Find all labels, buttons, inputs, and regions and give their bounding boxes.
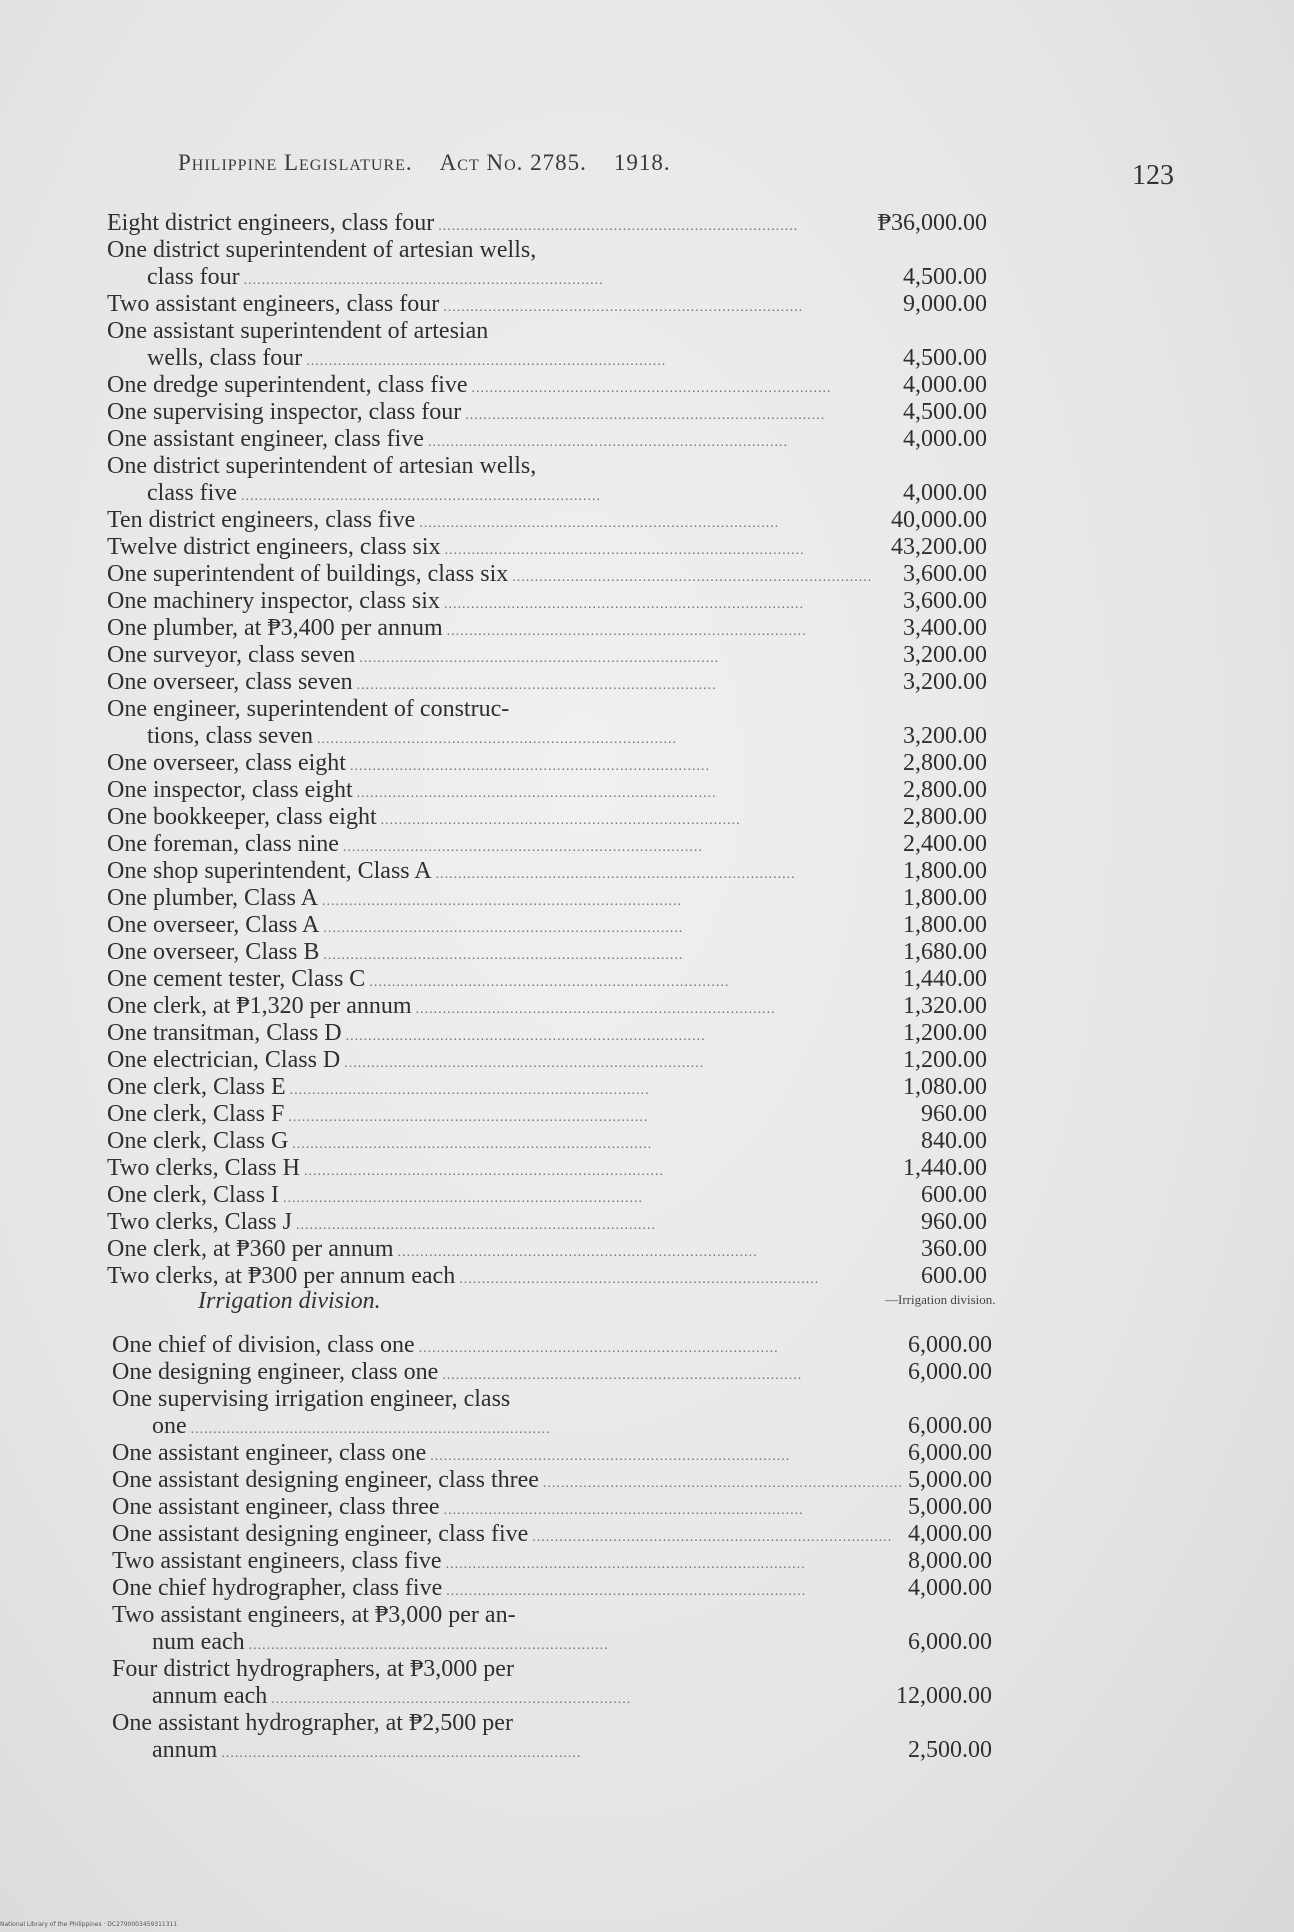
row-amount: 43,200.00 bbox=[891, 534, 987, 560]
leader-dots: ................................................................................ bbox=[443, 1503, 804, 1518]
row-label-text: One assistant superintendent of artesian bbox=[107, 318, 489, 344]
leader-dots: ................................................................................ bbox=[443, 300, 804, 315]
row-label bbox=[107, 939, 687, 969]
row-amount: 3,600.00 bbox=[903, 588, 987, 614]
row-amount: 6,000.00 bbox=[908, 1359, 992, 1385]
row-label-text: One district superintendent of artesian wells, bbox=[107, 453, 537, 479]
row-label bbox=[147, 723, 687, 753]
row-label-text: One overseer, Class A bbox=[107, 912, 320, 938]
leader-dots: ................................................................................ bbox=[190, 1422, 551, 1437]
leader-dots: ................................................................................ bbox=[512, 570, 873, 585]
table-row bbox=[112, 1440, 992, 1467]
row-label-text: num each bbox=[152, 1629, 245, 1655]
row-amount: 5,000.00 bbox=[908, 1467, 992, 1493]
row-label-text: One assistant engineer, class one bbox=[112, 1440, 427, 1466]
row-amount: 4,000.00 bbox=[903, 372, 987, 398]
table-row bbox=[112, 1683, 992, 1710]
table-row bbox=[107, 534, 987, 561]
row-amount: 3,200.00 bbox=[903, 669, 987, 695]
table-row bbox=[107, 804, 987, 831]
row-label-text: annum each bbox=[152, 1683, 268, 1709]
leader-dots: ................................................................................ bbox=[316, 732, 677, 747]
leader-dots: ................................................................................ bbox=[323, 948, 684, 963]
table-row bbox=[107, 993, 987, 1020]
table-row bbox=[112, 1548, 992, 1575]
table-row bbox=[107, 1020, 987, 1047]
leader-dots: ................................................................................ bbox=[418, 1341, 779, 1356]
row-label bbox=[107, 534, 805, 564]
leader-dots: ................................................................................ bbox=[427, 435, 788, 450]
table-row bbox=[107, 1209, 987, 1236]
row-label-text: One district superintendent of artesian wells, bbox=[107, 237, 537, 263]
row-amount: 1,200.00 bbox=[903, 1020, 987, 1046]
row-label-text: Twelve district engineers, class six bbox=[107, 534, 441, 560]
row-label bbox=[112, 1575, 807, 1605]
row-label-text: One machinery inspector, class six bbox=[107, 588, 440, 614]
table-row bbox=[107, 669, 987, 696]
row-amount: 4,500.00 bbox=[903, 264, 987, 290]
row-label bbox=[152, 1629, 692, 1659]
row-amount: 2,400.00 bbox=[903, 831, 987, 857]
table-row bbox=[107, 696, 907, 723]
row-amount: 600.00 bbox=[921, 1182, 987, 1208]
table-row bbox=[107, 777, 987, 804]
row-label bbox=[112, 1467, 903, 1497]
row-label bbox=[107, 912, 687, 942]
leader-dots: ................................................................................ bbox=[248, 1638, 609, 1653]
row-label bbox=[152, 1683, 692, 1713]
leader-dots: ................................................................................ bbox=[306, 354, 667, 369]
row-label-text: One surveyor, class seven bbox=[107, 642, 356, 668]
leader-dots: ................................................................................ bbox=[446, 1584, 807, 1599]
row-label-text: One clerk, at ₱360 per annum bbox=[107, 1236, 394, 1262]
row-amount: 600.00 bbox=[921, 1263, 987, 1289]
row-label bbox=[107, 1155, 687, 1185]
row-label-text: Four district hydrographers, at ₱3,000 per bbox=[112, 1656, 514, 1682]
leader-dots: ................................................................................ bbox=[221, 1746, 582, 1761]
row-label-text: One plumber, at ₱3,400 per annum bbox=[107, 615, 443, 641]
row-amount: 8,000.00 bbox=[908, 1548, 992, 1574]
row-label-text: One assistant designing engineer, class five bbox=[112, 1521, 529, 1547]
row-amount: 4,000.00 bbox=[903, 426, 987, 452]
act-number: Act No. 2785. bbox=[439, 150, 587, 175]
leader-dots: ................................................................................ bbox=[415, 1002, 776, 1017]
row-amount: 4,000.00 bbox=[908, 1521, 992, 1547]
row-label bbox=[112, 1710, 692, 1737]
row-label bbox=[107, 399, 826, 429]
leader-dots: ................................................................................ bbox=[397, 1245, 758, 1260]
row-label bbox=[147, 264, 687, 294]
row-label bbox=[107, 588, 804, 618]
table-row bbox=[107, 372, 987, 399]
row-amount: 4,500.00 bbox=[903, 399, 987, 425]
row-label-text: Two assistant engineers, at ₱3,000 per an- bbox=[112, 1602, 516, 1628]
row-amount: 12,000.00 bbox=[896, 1683, 992, 1709]
table-row bbox=[107, 1236, 987, 1263]
row-label bbox=[147, 480, 687, 510]
row-label-text: One clerk, Class G bbox=[107, 1128, 289, 1154]
row-label bbox=[152, 1413, 692, 1443]
row-label bbox=[107, 1101, 687, 1131]
leader-dots: ................................................................................ bbox=[435, 867, 796, 882]
row-label bbox=[107, 453, 687, 480]
row-label bbox=[107, 1182, 687, 1212]
table-row bbox=[112, 1737, 992, 1764]
leader-dots: ................................................................................ bbox=[271, 1692, 632, 1707]
leader-dots: ................................................................................ bbox=[243, 273, 604, 288]
leader-dots: ................................................................................ bbox=[349, 759, 710, 774]
footer-tag: National Library of the Philippines · DC2790003459311311 bbox=[0, 1921, 178, 1928]
table-row bbox=[107, 831, 987, 858]
table-row bbox=[107, 237, 907, 264]
row-label-text: annum bbox=[152, 1737, 218, 1763]
row-label bbox=[107, 831, 703, 861]
row-amount: 1,800.00 bbox=[903, 912, 987, 938]
leader-dots: ................................................................................ bbox=[444, 543, 805, 558]
row-label-text: One assistant engineer, class three bbox=[112, 1494, 440, 1520]
row-label bbox=[107, 1263, 820, 1293]
row-label-text: One superintendent of buildings, class six bbox=[107, 561, 509, 587]
row-amount: 4,000.00 bbox=[908, 1575, 992, 1601]
table-row bbox=[107, 1074, 987, 1101]
row-label bbox=[112, 1548, 806, 1578]
row-label-text: One inspector, class eight bbox=[107, 777, 353, 803]
row-label bbox=[107, 966, 730, 996]
table-row bbox=[112, 1575, 992, 1602]
row-label bbox=[107, 426, 788, 456]
row-amount: 1,200.00 bbox=[903, 1047, 987, 1073]
table-row bbox=[112, 1386, 912, 1413]
row-amount: 40,000.00 bbox=[891, 507, 987, 533]
row-amount: 2,500.00 bbox=[908, 1737, 992, 1763]
row-label bbox=[107, 1236, 758, 1266]
row-label-text: Two assistant engineers, class five bbox=[112, 1548, 442, 1574]
row-label-text: One dredge superintendent, class five bbox=[107, 372, 468, 398]
row-label bbox=[107, 669, 717, 699]
row-label bbox=[107, 885, 687, 915]
table-row bbox=[112, 1359, 992, 1386]
row-label bbox=[107, 210, 799, 240]
running-header bbox=[178, 150, 671, 176]
row-label-text: wells, class four bbox=[147, 345, 303, 371]
table-row bbox=[107, 318, 907, 345]
row-amount: 6,000.00 bbox=[908, 1332, 992, 1358]
row-label-text: One designing engineer, class one bbox=[112, 1359, 439, 1385]
page-number: 123 bbox=[1132, 160, 1174, 191]
leader-dots: ................................................................................ bbox=[240, 489, 601, 504]
row-amount: 1,320.00 bbox=[903, 993, 987, 1019]
table-row bbox=[112, 1602, 912, 1629]
row-amount: 3,400.00 bbox=[903, 615, 987, 641]
table-row bbox=[107, 939, 987, 966]
row-amount: 360.00 bbox=[921, 1236, 987, 1262]
margin-note: —Irrigation division. bbox=[885, 1292, 996, 1307]
table-row bbox=[112, 1467, 992, 1494]
row-label-text: One bookkeeper, class eight bbox=[107, 804, 377, 830]
row-label bbox=[107, 318, 687, 345]
row-label bbox=[107, 561, 873, 591]
table-row bbox=[107, 1047, 987, 1074]
table-row bbox=[107, 750, 987, 777]
row-label-text: Eight district engineers, class four bbox=[107, 210, 435, 236]
row-label bbox=[107, 1209, 687, 1239]
row-label-text: One assistant designing engineer, class three bbox=[112, 1467, 539, 1493]
row-amount: 2,800.00 bbox=[903, 777, 987, 803]
table-row bbox=[107, 642, 987, 669]
row-label bbox=[107, 1074, 687, 1104]
row-amount: 960.00 bbox=[921, 1209, 987, 1235]
table-row bbox=[107, 1155, 987, 1182]
row-label bbox=[112, 1521, 893, 1551]
row-label bbox=[112, 1602, 692, 1629]
row-amount: 5,000.00 bbox=[908, 1494, 992, 1520]
row-amount: ₱36,000.00 bbox=[877, 210, 987, 236]
row-label bbox=[107, 642, 720, 672]
leader-dots: ................................................................................ bbox=[465, 408, 826, 423]
leader-dots: ................................................................................ bbox=[323, 921, 684, 936]
row-label-text: One supervising irrigation engineer, class bbox=[112, 1386, 511, 1412]
year: 1918. bbox=[613, 150, 671, 175]
leader-dots: ................................................................................ bbox=[445, 1557, 806, 1572]
row-label-text: One plumber, Class A bbox=[107, 885, 319, 911]
row-amount: 1,680.00 bbox=[903, 939, 987, 965]
row-label-text: class four bbox=[147, 264, 240, 290]
leader-dots: ................................................................................ bbox=[359, 651, 720, 666]
leader-dots: ................................................................................ bbox=[446, 624, 807, 639]
appropriation-list bbox=[107, 210, 987, 1290]
leader-dots: ................................................................................ bbox=[419, 516, 780, 531]
row-amount: 960.00 bbox=[921, 1101, 987, 1127]
section-title: Irrigation division. bbox=[198, 1288, 381, 1314]
row-amount: 1,080.00 bbox=[903, 1074, 987, 1100]
leader-dots: ................................................................................ bbox=[295, 1218, 656, 1233]
row-label-text: One foreman, class nine bbox=[107, 831, 339, 857]
row-label bbox=[107, 696, 687, 723]
table-row bbox=[112, 1629, 992, 1656]
leader-dots: ................................................................................ bbox=[345, 1029, 706, 1044]
leader-dots: ................................................................................ bbox=[443, 597, 804, 612]
row-label-text: Two clerks, at ₱300 per annum each bbox=[107, 1263, 456, 1289]
row-label-text: one bbox=[152, 1413, 187, 1439]
row-label bbox=[107, 750, 710, 780]
leader-dots: ................................................................................ bbox=[356, 678, 717, 693]
row-label bbox=[107, 1047, 705, 1077]
table-row bbox=[107, 858, 987, 885]
table-row bbox=[107, 966, 987, 993]
row-amount: 6,000.00 bbox=[908, 1413, 992, 1439]
table-row bbox=[107, 885, 987, 912]
row-amount: 4,500.00 bbox=[903, 345, 987, 371]
irrigation-list bbox=[112, 1332, 992, 1764]
leader-dots: ................................................................................ bbox=[292, 1137, 653, 1152]
leader-dots: ................................................................................ bbox=[542, 1476, 903, 1491]
row-label-text: One cement tester, Class C bbox=[107, 966, 366, 992]
table-row bbox=[107, 615, 987, 642]
row-label-text: One engineer, superintendent of construc- bbox=[107, 696, 510, 722]
row-amount: 4,000.00 bbox=[903, 480, 987, 506]
table-row bbox=[107, 561, 987, 588]
leader-dots: ................................................................................ bbox=[369, 975, 730, 990]
row-label bbox=[147, 345, 687, 375]
table-row bbox=[107, 210, 987, 237]
row-label bbox=[107, 507, 780, 537]
row-label-text: One shop superintendent, Class A bbox=[107, 858, 432, 884]
table-row bbox=[107, 912, 987, 939]
table-row bbox=[107, 453, 907, 480]
row-amount: 3,200.00 bbox=[903, 723, 987, 749]
row-amount: 6,000.00 bbox=[908, 1629, 992, 1655]
row-label bbox=[112, 1440, 791, 1470]
row-label-text: tions, class seven bbox=[147, 723, 313, 749]
row-amount: 2,800.00 bbox=[903, 804, 987, 830]
row-label-text: One clerk, Class F bbox=[107, 1101, 285, 1127]
table-row bbox=[107, 1128, 987, 1155]
row-amount: 3,200.00 bbox=[903, 642, 987, 668]
leader-dots: ................................................................................ bbox=[471, 381, 832, 396]
row-label-text: One supervising inspector, class four bbox=[107, 399, 462, 425]
table-row bbox=[112, 1710, 912, 1737]
leader-dots: ................................................................................ bbox=[380, 813, 741, 828]
leader-dots: ................................................................................ bbox=[356, 786, 717, 801]
table-row bbox=[107, 588, 987, 615]
leader-dots: ................................................................................ bbox=[282, 1191, 643, 1206]
row-label-text: Two clerks, Class J bbox=[107, 1209, 292, 1235]
row-label-text: Two clerks, Class H bbox=[107, 1155, 300, 1181]
table-row bbox=[107, 1101, 987, 1128]
row-label bbox=[112, 1386, 692, 1413]
table-row bbox=[112, 1332, 992, 1359]
table-row bbox=[107, 399, 987, 426]
row-label bbox=[107, 1020, 706, 1050]
row-label-text: One assistant engineer, class five bbox=[107, 426, 424, 452]
leader-dots: ................................................................................ bbox=[289, 1083, 650, 1098]
row-amount: 6,000.00 bbox=[908, 1440, 992, 1466]
table-row bbox=[107, 507, 987, 534]
table-row bbox=[107, 1182, 987, 1209]
row-label-text: Two assistant engineers, class four bbox=[107, 291, 440, 317]
table-row bbox=[107, 426, 987, 453]
leader-dots: ................................................................................ bbox=[303, 1164, 664, 1179]
row-label-text: Ten district engineers, class five bbox=[107, 507, 416, 533]
row-amount: 3,600.00 bbox=[903, 561, 987, 587]
row-label bbox=[107, 1128, 687, 1158]
row-amount: 1,800.00 bbox=[903, 858, 987, 884]
table-row bbox=[112, 1494, 992, 1521]
leader-dots: ................................................................................ bbox=[442, 1368, 803, 1383]
leader-dots: ................................................................................ bbox=[459, 1272, 820, 1287]
row-label bbox=[112, 1332, 779, 1362]
table-row bbox=[107, 345, 987, 372]
leader-dots: ................................................................................ bbox=[430, 1449, 791, 1464]
table-row bbox=[112, 1656, 912, 1683]
row-label bbox=[107, 615, 807, 645]
row-label-text: One electrician, Class D bbox=[107, 1047, 341, 1073]
row-amount: 1,800.00 bbox=[903, 885, 987, 911]
table-row bbox=[107, 264, 987, 291]
leader-dots: ................................................................................ bbox=[344, 1056, 705, 1071]
row-amount: 1,440.00 bbox=[903, 966, 987, 992]
row-label bbox=[107, 993, 776, 1023]
row-label bbox=[107, 858, 796, 888]
row-label bbox=[152, 1737, 692, 1767]
row-amount: 9,000.00 bbox=[903, 291, 987, 317]
row-label bbox=[107, 291, 804, 321]
row-label-text: One overseer, class eight bbox=[107, 750, 346, 776]
row-label-text: One chief hydrographer, class five bbox=[112, 1575, 443, 1601]
table-row bbox=[112, 1413, 992, 1440]
leader-dots: ................................................................................ bbox=[532, 1530, 893, 1545]
row-label-text: One chief of division, class one bbox=[112, 1332, 415, 1358]
table-row bbox=[107, 1263, 987, 1290]
row-amount: 840.00 bbox=[921, 1128, 987, 1154]
row-label bbox=[107, 804, 741, 834]
table-row bbox=[112, 1521, 992, 1548]
row-label bbox=[112, 1359, 803, 1389]
row-label-text: One overseer, class seven bbox=[107, 669, 353, 695]
row-label bbox=[112, 1494, 804, 1524]
row-label-text: class five bbox=[147, 480, 237, 506]
row-label bbox=[112, 1656, 692, 1683]
table-row bbox=[107, 291, 987, 318]
leader-dots: ................................................................................ bbox=[322, 894, 683, 909]
row-label-text: One clerk, Class I bbox=[107, 1182, 279, 1208]
row-label bbox=[107, 777, 717, 807]
row-label bbox=[107, 372, 832, 402]
row-label-text: One transitman, Class D bbox=[107, 1020, 342, 1046]
leader-dots: ................................................................................ bbox=[438, 219, 799, 234]
row-label-text: One clerk, Class E bbox=[107, 1074, 286, 1100]
leader-dots: ................................................................................ bbox=[342, 840, 703, 855]
row-label-text: One overseer, Class B bbox=[107, 939, 320, 965]
table-row bbox=[107, 480, 987, 507]
running-title: Philippine Legislature. bbox=[178, 150, 413, 175]
leader-dots: ................................................................................ bbox=[288, 1110, 649, 1125]
row-label-text: One clerk, at ₱1,320 per annum bbox=[107, 993, 412, 1019]
row-label-text: One assistant hydrographer, at ₱2,500 per bbox=[112, 1710, 513, 1736]
table-row bbox=[107, 723, 987, 750]
row-amount: 1,440.00 bbox=[903, 1155, 987, 1181]
row-amount: 2,800.00 bbox=[903, 750, 987, 776]
row-label bbox=[107, 237, 687, 264]
